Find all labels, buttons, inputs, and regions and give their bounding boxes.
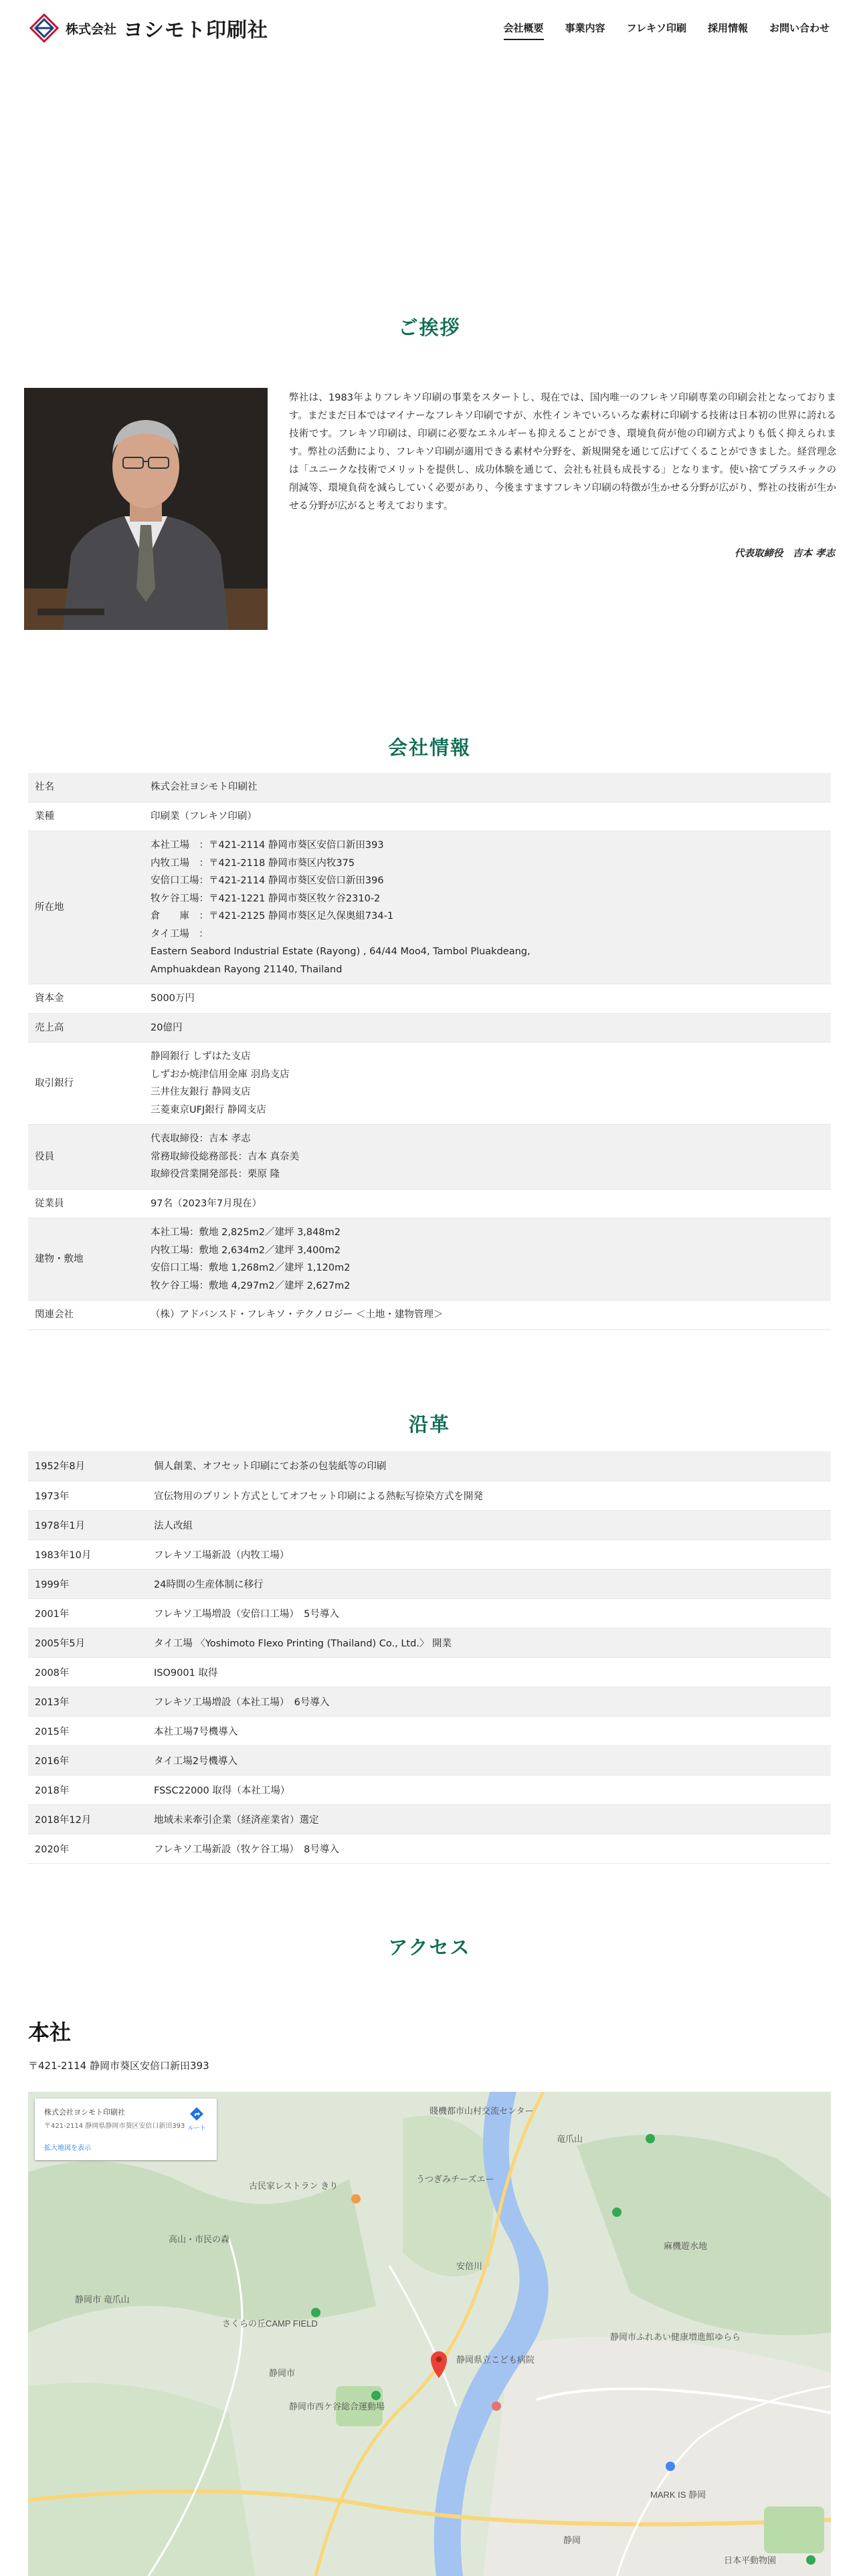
table-row <box>28 773 831 802</box>
president-portrait-image <box>24 388 268 630</box>
table-row <box>28 1013 831 1043</box>
history-date: 2001年 <box>28 1598 147 1628</box>
history-event: 個人創業、オフセット印刷にてお茶の包装紙等の印刷 <box>147 1451 831 1481</box>
table-row <box>28 1716 831 1745</box>
company-info-table <box>28 773 831 1330</box>
history-event: タイ工場 〈Yoshimoto Flexo Printing (Thailand) Co., Ltd.〉 開業 <box>147 1628 831 1657</box>
history-event: 地域未来牽引企業（経済産業省）選定 <box>147 1804 831 1834</box>
greeting-signature: 代表取締役 吉本 孝志 <box>734 548 835 559</box>
row-value: 20億円 <box>138 1013 831 1043</box>
address-line: 本社工場 ：〒421-2114 静岡市葵区安倍口新田393 <box>151 840 384 851</box>
table-row <box>28 802 831 831</box>
row-label: 資本金 <box>28 984 138 1014</box>
row-label: 社名 <box>28 773 138 802</box>
building-line: 本社工場：敷地 2,825m2／建坪 3,848m2 <box>151 1227 341 1238</box>
history-date: 2005年5月 <box>28 1628 147 1657</box>
president-photo <box>24 388 268 630</box>
map-directions-button[interactable] <box>187 2107 206 2132</box>
office-address: 〒421-2114 静岡市葵区安倍口新田393 <box>28 2060 209 2072</box>
address-line: Amphuakdean Rayong 21140, Thailand <box>151 964 343 975</box>
history-date: 2018年 <box>28 1775 147 1804</box>
logo-mark-icon <box>29 13 59 43</box>
nav-contact[interactable]: お問い合わせ <box>769 21 830 34</box>
map-label: 静岡 <box>563 2535 581 2545</box>
bank-line: 静岡銀行 しずはた支店 <box>151 1051 251 1062</box>
history-event: 24時間の生産体制に移行 <box>147 1569 831 1598</box>
map-label: 静岡市 <box>269 2368 296 2378</box>
map-label: さくらの丘CAMP FIELD <box>222 2319 318 2329</box>
building-line: 牧ケ谷工場：敷地 4,297m2／建坪 2,627m2 <box>151 1280 351 1291</box>
history-date: 2018年12月 <box>28 1804 147 1834</box>
map-label: 高山・市民の森 <box>169 2234 230 2244</box>
directions-icon <box>189 2107 204 2121</box>
history-event: フレキソ工場新設（牧ケ谷工場） 8号導入 <box>147 1834 831 1863</box>
map-label: 古民家レストラン きり <box>249 2181 339 2191</box>
table-row <box>28 1539 831 1569</box>
table-row <box>28 1745 831 1775</box>
map-label: 静岡市ふれあい健康増進館ゆらら <box>610 2332 741 2342</box>
table-row <box>28 1775 831 1804</box>
row-value: 印刷業（フレキソ印刷） <box>138 802 831 831</box>
map-label: 賤機都市山村交流センター <box>430 2106 534 2116</box>
address-line: 安倍口工場：〒421-2114 静岡市葵区安倍口新田396 <box>151 875 384 886</box>
nav-recruit[interactable]: 採用情報 <box>707 21 748 34</box>
greeting-title: ご挨拶 <box>398 316 461 339</box>
row-value: 株式会社ヨシモト印刷社 <box>138 773 831 802</box>
table-row <box>28 1510 831 1539</box>
table-row <box>28 984 831 1014</box>
history-date: 2015年 <box>28 1716 147 1745</box>
building-line: 安倍口工場：敷地 1,268m2／建坪 1,120m2 <box>151 1263 351 1273</box>
row-label: 従業員 <box>28 1189 138 1218</box>
history-date: 1999年 <box>28 1569 147 1598</box>
history-event: フレキソ工場新設（内牧工場） <box>147 1539 831 1569</box>
table-row <box>28 1657 831 1687</box>
company-info-title: 会社情報 <box>387 736 471 759</box>
map-label: 静岡市 竜爪山 <box>75 2294 130 2304</box>
office-name: 本社 <box>28 2020 72 2045</box>
row-label: 取引銀行 <box>28 1043 138 1125</box>
map-label: MARK IS 静岡 <box>650 2490 706 2500</box>
table-row <box>28 1125 831 1190</box>
table-row <box>28 1189 831 1218</box>
row-value <box>138 831 831 984</box>
map-label: 静岡市西ケ谷総合運動場 <box>289 2401 385 2411</box>
address-line: 倉 庫 ：〒421-2125 静岡市葵区足久保奥組734-1 <box>151 911 394 922</box>
map-label: うつぎみチーズエー <box>416 2174 494 2184</box>
access-title: アクセス <box>388 1936 471 1959</box>
history-event: タイ工場2号機導入 <box>147 1745 831 1775</box>
officer-line: 代表取締役：吉本 孝志 <box>151 1134 251 1144</box>
bank-line: 三菱東京UFJ銀行 静岡支店 <box>151 1104 266 1115</box>
logo-text-main: ヨシモト印刷社 <box>123 19 269 42</box>
history-date: 2013年 <box>28 1687 147 1716</box>
bank-line: 三井住友銀行 静岡支店 <box>151 1087 251 1097</box>
map-label: 日本平動物園 <box>724 2555 777 2565</box>
row-label: 業種 <box>28 802 138 831</box>
table-row <box>28 1598 831 1628</box>
history-event: 本社工場7号機導入 <box>147 1716 831 1745</box>
row-value: 5000万円 <box>138 984 831 1014</box>
row-label: 所在地 <box>28 831 138 984</box>
row-value: 97名（2023年7月現在） <box>138 1189 831 1218</box>
history-date: 1952年8月 <box>28 1451 147 1481</box>
history-event: 法人改組 <box>147 1510 831 1539</box>
officer-line: 取締役営業開発部長：栗原 隆 <box>151 1169 280 1180</box>
table-row <box>28 1628 831 1657</box>
history-event: フレキソ工場増設（安倍口工場） 5号導入 <box>147 1598 831 1628</box>
row-value <box>138 1218 831 1301</box>
row-label: 役員 <box>28 1125 138 1190</box>
nav-company-overview[interactable]: 会社概要 <box>504 17 544 40</box>
map-label: 安倍川 <box>456 2261 483 2271</box>
table-row <box>28 1218 831 1301</box>
address-line: 内牧工場 ：〒421-2118 静岡市葵区内牧375 <box>151 857 355 869</box>
history-date: 2016年 <box>28 1745 147 1775</box>
table-row <box>28 1481 831 1510</box>
bank-line: しずおか焼津信用金庫 羽鳥支店 <box>151 1069 290 1080</box>
history-event: 宣伝物用のプリント方式としてオフセット印刷による熱転写捺染方式を開発 <box>147 1481 831 1510</box>
table-row <box>28 1834 831 1863</box>
table-row <box>28 1804 831 1834</box>
building-line: 内牧工場：敷地 2,634m2／建坪 3,400m2 <box>151 1245 341 1256</box>
table-row <box>28 1301 831 1330</box>
map-info-card <box>35 2099 217 2160</box>
company-logo[interactable] <box>29 13 268 43</box>
history-title: 沿革 <box>408 1413 450 1436</box>
nav-business[interactable]: 事業内容 <box>565 21 605 34</box>
map-label: 麻機遊水地 <box>664 2241 708 2251</box>
address-line: Eastern Seabord Industrial Estate (Rayong) , 64/44 Moo4, Tambol Pluakdeang, <box>151 946 531 957</box>
history-event: FSSC22000 取得（本社工場） <box>147 1775 831 1804</box>
table-row <box>28 831 831 984</box>
history-date: 2020年 <box>28 1834 147 1863</box>
address-line: タイ工場 ： <box>151 928 209 940</box>
history-event: フレキソ工場増設（本社工場） 6号導入 <box>147 1687 831 1716</box>
row-value <box>138 1125 831 1190</box>
row-value <box>138 1043 831 1125</box>
history-event: ISO9001 取得 <box>147 1657 831 1687</box>
greeting-text: 弊社は、1983年よりフレキソ印刷の事業をスタートし、現在では、国内唯一のフレキソ印刷専業の印刷会社となっております。まだまだ日本ではマイナーなフレキソ印刷ですが、水性インキでいろいろな素材に印刷する技術は日本初の世界に誇れる技術です。フレキソ印刷は、印刷に必要なエネルギーも抑えることができ、環境負荷が他の印刷方式よりも低く抑えられます。弊社の活動により、フレキソ印刷が適用できる素材や分野を、新規開発を通じて広げてくることができました。経営理念は「ユニークな技術でメリットを提供し、成功体験を通じて、会社も社員も成長する」となります。使い捨てプラスチックの削減等、環境負荷を減らしていく必要があり、今後ますますフレキソ印刷の特徴が生かせる分野が広がり、弊社の技術が生かせる分野が広がると考えております。 <box>289 393 836 512</box>
table-row <box>28 1451 831 1481</box>
table-row <box>28 1569 831 1598</box>
map-card-title: 株式会社ヨシモト印刷社 <box>44 2108 125 2117</box>
map-directions-label: ルート <box>187 2125 206 2132</box>
history-date: 1983年10月 <box>28 1539 147 1569</box>
map-label: 静岡県立こども病院 <box>456 2355 535 2365</box>
history-date: 1973年 <box>28 1481 147 1510</box>
site-header <box>0 0 859 56</box>
table-row <box>28 1043 831 1125</box>
map-enlarge-link[interactable]: 拡大地図を表示 <box>44 2145 91 2152</box>
row-label: 売上高 <box>28 1013 138 1043</box>
history-date: 2008年 <box>28 1657 147 1687</box>
history-table <box>28 1451 831 1864</box>
map-card-address: 〒421-2114 静岡県静岡市葵区安倍口新田393 <box>44 2123 185 2130</box>
officer-line: 常務取締役総務部長：吉本 真奈美 <box>151 1151 300 1162</box>
map-label: 竜爪山 <box>557 2134 583 2144</box>
address-line: 牧ケ谷工場：〒421-1221 静岡市葵区牧ケ谷2310-2 <box>151 893 381 904</box>
row-label: 建物・敷地 <box>28 1218 138 1301</box>
table-row <box>28 1687 831 1716</box>
google-map[interactable] <box>28 2092 831 2576</box>
logo-text-small: 株式会社 <box>66 21 117 37</box>
nav-flexo-printing[interactable]: フレキソ印刷 <box>626 21 686 34</box>
main-nav <box>504 17 830 40</box>
row-value: （株）アドバンスド・フレキソ・テクノロジー ＜土地・建物管理＞ <box>138 1301 831 1330</box>
row-label: 関連会社 <box>28 1301 138 1330</box>
history-date: 1978年1月 <box>28 1510 147 1539</box>
